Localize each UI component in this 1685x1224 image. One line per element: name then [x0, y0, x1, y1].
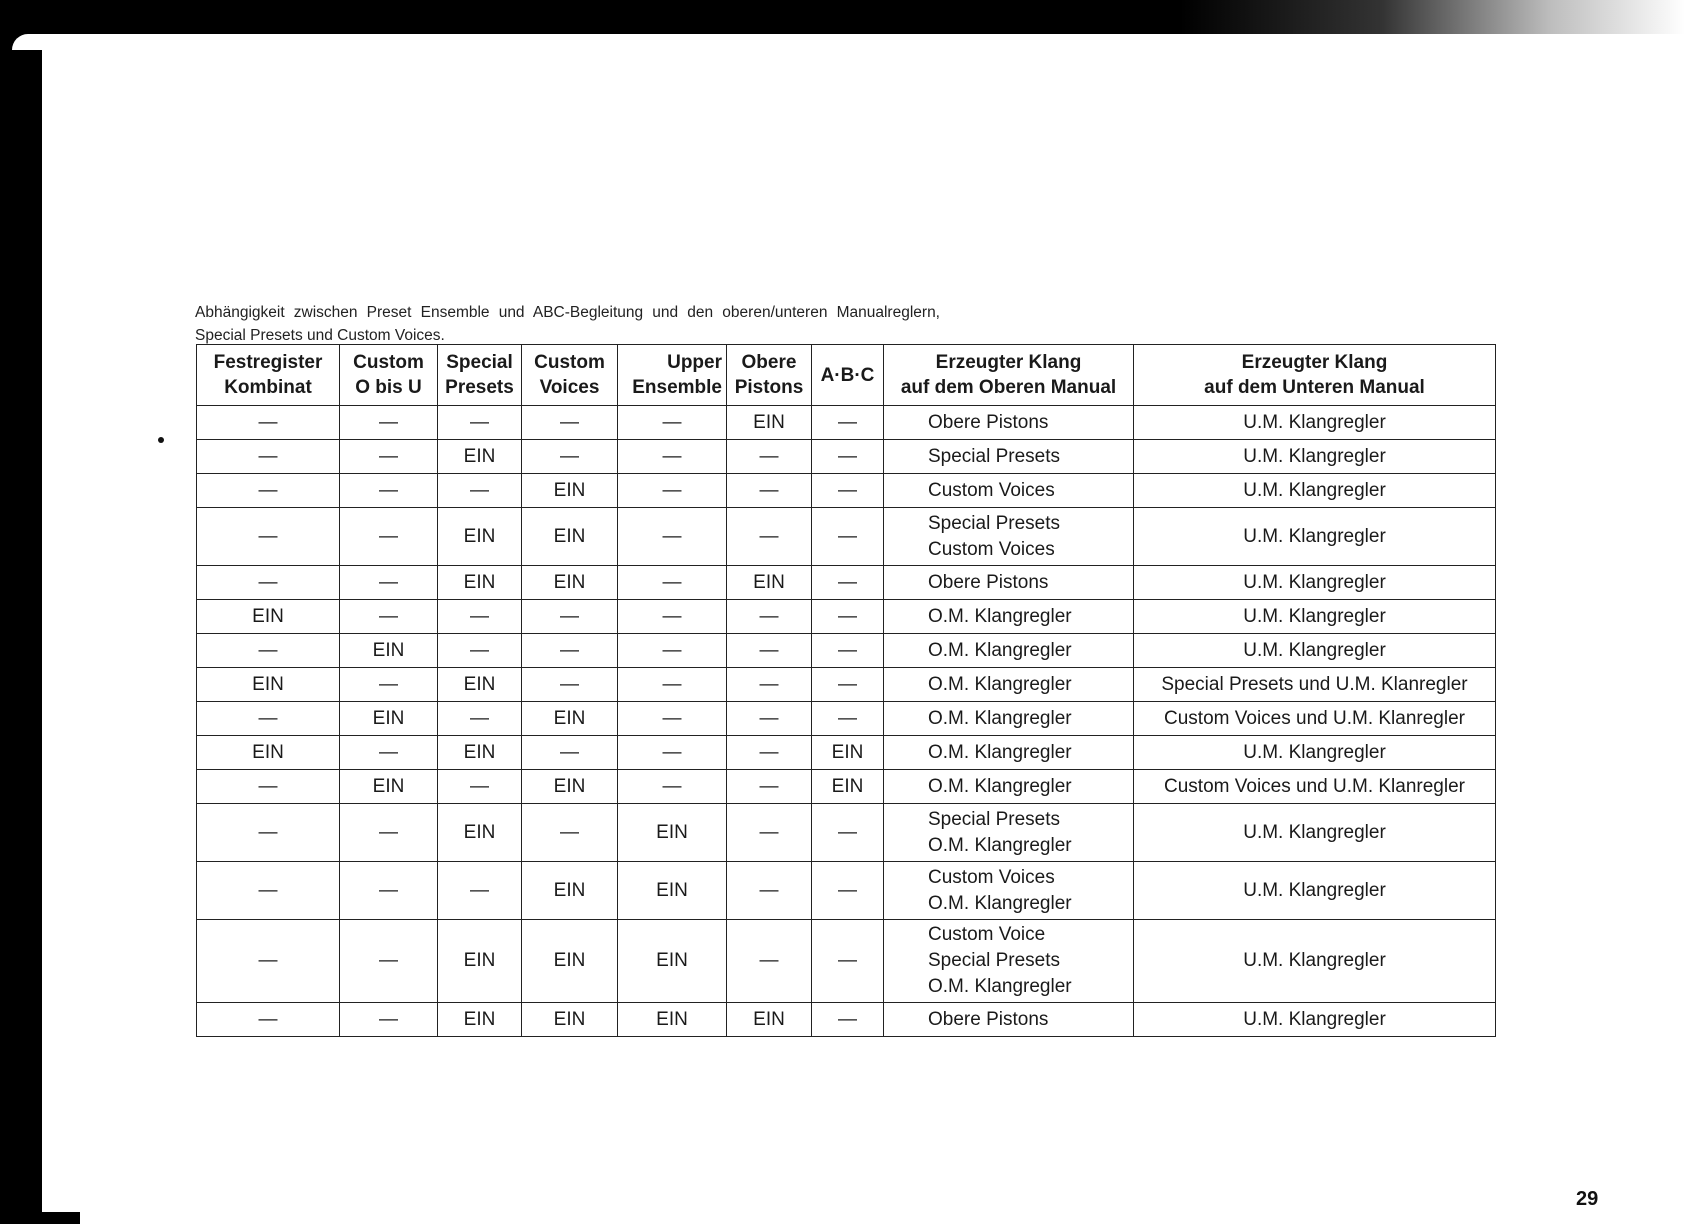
cell-upper-ensemble: —: [618, 702, 727, 736]
cell-special-presets: —: [438, 474, 522, 508]
cell-custom-o-bis-u: —: [340, 600, 438, 634]
cell-custom-voices: EIN: [522, 566, 618, 600]
sound-upper-line: O.M. Klangregler: [928, 673, 1072, 695]
cell-festregister: —: [197, 770, 340, 804]
cell-special-presets: EIN: [438, 668, 522, 702]
header-custom-voices: Custom Voices: [522, 345, 618, 406]
cell-custom-o-bis-u: EIN: [340, 634, 438, 668]
cell-upper-ensemble: —: [618, 474, 727, 508]
table-row: [197, 440, 1496, 474]
cell-sound-upper-manual: [884, 508, 1134, 566]
cell-custom-o-bis-u: —: [340, 736, 438, 770]
cell-custom-o-bis-u: —: [340, 566, 438, 600]
cell-abc: —: [812, 440, 884, 474]
cell-obere-pistons: —: [727, 862, 812, 920]
cell-custom-voices: EIN: [522, 1003, 618, 1037]
cell-abc: —: [812, 508, 884, 566]
cell-obere-pistons: —: [727, 440, 812, 474]
table-row: [197, 600, 1496, 634]
cell-special-presets: —: [438, 770, 522, 804]
cell-special-presets: —: [438, 600, 522, 634]
cell-abc: —: [812, 600, 884, 634]
table-row: [197, 862, 1496, 920]
table-row: [197, 634, 1496, 668]
table-row: [197, 736, 1496, 770]
cell-upper-ensemble: EIN: [618, 862, 727, 920]
cell-sound-upper-manual: [884, 600, 1134, 634]
cell-sound-lower-manual: U.M. Klangregler: [1134, 804, 1496, 862]
header-sound-upper-manual: Erzeugter Klang auf dem Oberen Manual: [884, 345, 1134, 406]
cell-custom-voices: —: [522, 736, 618, 770]
cell-sound-upper-manual: [884, 770, 1134, 804]
cell-sound-lower-manual: U.M. Klangregler: [1134, 920, 1496, 1003]
cell-special-presets: EIN: [438, 508, 522, 566]
cell-upper-ensemble: —: [618, 508, 727, 566]
header-obere-pistons: Obere Pistons: [727, 345, 812, 406]
cell-sound-lower-manual: U.M. Klangregler: [1134, 862, 1496, 920]
cell-sound-lower-manual: U.M. Klangregler: [1134, 600, 1496, 634]
cell-abc: —: [812, 920, 884, 1003]
table-row: [197, 406, 1496, 440]
cell-sound-lower-manual: Custom Voices und U.M. Klanregler: [1134, 702, 1496, 736]
cell-sound-lower-manual: U.M. Klangregler: [1134, 634, 1496, 668]
cell-custom-voices: —: [522, 600, 618, 634]
cell-festregister: EIN: [197, 668, 340, 702]
cell-abc: —: [812, 406, 884, 440]
cell-sound-upper-manual: [884, 406, 1134, 440]
cell-upper-ensemble: —: [618, 770, 727, 804]
cell-custom-o-bis-u: —: [340, 1003, 438, 1037]
cell-sound-upper-manual: [884, 566, 1134, 600]
cell-festregister: —: [197, 406, 340, 440]
sound-upper-line: O.M. Klangregler: [928, 775, 1072, 797]
cell-obere-pistons: —: [727, 668, 812, 702]
table-row: [197, 770, 1496, 804]
cell-custom-voices: EIN: [522, 920, 618, 1003]
table-body: [197, 406, 1496, 1037]
cell-custom-voices: EIN: [522, 770, 618, 804]
cell-sound-upper-manual: [884, 474, 1134, 508]
cell-special-presets: EIN: [438, 920, 522, 1003]
cell-custom-voices: —: [522, 440, 618, 474]
sound-upper-line: O.M. Klangregler: [928, 605, 1072, 627]
cell-special-presets: EIN: [438, 566, 522, 600]
cell-special-presets: EIN: [438, 804, 522, 862]
cell-abc: EIN: [812, 736, 884, 770]
cell-sound-lower-manual: Custom Voices und U.M. Klanregler: [1134, 770, 1496, 804]
cell-sound-lower-manual: U.M. Klangregler: [1134, 406, 1496, 440]
cell-special-presets: —: [438, 862, 522, 920]
cell-abc: —: [812, 702, 884, 736]
cell-obere-pistons: —: [727, 634, 812, 668]
sound-upper-line: Custom Voices: [928, 479, 1055, 501]
table-row: [197, 474, 1496, 508]
cell-custom-voices: —: [522, 804, 618, 862]
cell-festregister: —: [197, 920, 340, 1003]
cell-custom-o-bis-u: —: [340, 406, 438, 440]
cell-custom-o-bis-u: —: [340, 804, 438, 862]
cell-custom-o-bis-u: EIN: [340, 770, 438, 804]
cell-custom-voices: EIN: [522, 508, 618, 566]
cell-upper-ensemble: EIN: [618, 1003, 727, 1037]
cell-festregister: —: [197, 634, 340, 668]
cell-obere-pistons: —: [727, 920, 812, 1003]
cell-sound-upper-manual: [884, 920, 1134, 1003]
sound-upper-line: O.M. Klangregler: [928, 834, 1072, 856]
cell-sound-upper-manual: [884, 736, 1134, 770]
cell-festregister: —: [197, 804, 340, 862]
table-row: [197, 920, 1496, 1003]
cell-sound-lower-manual: Special Presets und U.M. Klanregler: [1134, 668, 1496, 702]
table-header-row: [197, 345, 1496, 406]
cell-custom-o-bis-u: —: [340, 474, 438, 508]
cell-upper-ensemble: —: [618, 736, 727, 770]
cell-sound-upper-manual: [884, 634, 1134, 668]
sound-upper-line: Obere Pistons: [928, 571, 1049, 593]
cell-festregister: —: [197, 566, 340, 600]
cell-festregister: —: [197, 508, 340, 566]
cell-custom-o-bis-u: —: [340, 440, 438, 474]
page-number: 29: [1576, 1188, 1599, 1210]
table-row: [197, 702, 1496, 736]
header-custom-o-bis-u: Custom O bis U: [340, 345, 438, 406]
cell-upper-ensemble: —: [618, 634, 727, 668]
cell-abc: —: [812, 566, 884, 600]
cell-special-presets: —: [438, 634, 522, 668]
dependency-table: [196, 344, 1496, 1037]
cell-custom-o-bis-u: —: [340, 508, 438, 566]
cell-special-presets: —: [438, 702, 522, 736]
table-caption: Abhängigkeit zwischen Preset Ensemble und ABC-Begleitung und den oberen/unteren Manualreglern, Special Presets und Custom Voices.: [195, 303, 940, 344]
cell-festregister: —: [197, 440, 340, 474]
cell-special-presets: —: [438, 406, 522, 440]
cell-upper-ensemble: —: [618, 406, 727, 440]
cell-sound-upper-manual: [884, 1003, 1134, 1037]
cell-sound-upper-manual: [884, 702, 1134, 736]
cell-festregister: —: [197, 862, 340, 920]
cell-upper-ensemble: —: [618, 566, 727, 600]
cell-obere-pistons: —: [727, 508, 812, 566]
cell-sound-lower-manual: U.M. Klangregler: [1134, 474, 1496, 508]
sound-upper-line: O.M. Klangregler: [928, 892, 1072, 914]
cell-obere-pistons: EIN: [727, 566, 812, 600]
cell-abc: —: [812, 474, 884, 508]
header-upper-ensemble: Upper Ensemble: [618, 345, 727, 406]
sound-upper-line: O.M. Klangregler: [928, 741, 1072, 763]
cell-custom-voices: EIN: [522, 862, 618, 920]
cell-special-presets: EIN: [438, 440, 522, 474]
cell-sound-upper-manual: [884, 440, 1134, 474]
cell-custom-o-bis-u: —: [340, 920, 438, 1003]
scan-border-bottom: [0, 1212, 80, 1224]
cell-abc: —: [812, 668, 884, 702]
cell-special-presets: EIN: [438, 736, 522, 770]
cell-custom-o-bis-u: —: [340, 668, 438, 702]
header-special-presets: Special Presets: [438, 345, 522, 406]
sound-upper-line: Special Presets: [928, 445, 1061, 467]
table-row: [197, 1003, 1496, 1037]
table-row: [197, 668, 1496, 702]
cell-abc: —: [812, 862, 884, 920]
cell-custom-voices: EIN: [522, 474, 618, 508]
cell-obere-pistons: —: [727, 474, 812, 508]
sound-upper-line: Custom Voices: [928, 538, 1055, 560]
cell-obere-pistons: —: [727, 736, 812, 770]
cell-sound-lower-manual: U.M. Klangregler: [1134, 440, 1496, 474]
cell-abc: —: [812, 634, 884, 668]
cell-sound-lower-manual: U.M. Klangregler: [1134, 736, 1496, 770]
scan-border-top: [0, 0, 1685, 34]
scan-border-left: [0, 34, 42, 1224]
cell-special-presets: EIN: [438, 1003, 522, 1037]
cell-abc: —: [812, 1003, 884, 1037]
cell-custom-voices: EIN: [522, 702, 618, 736]
sound-upper-line: O.M. Klangregler: [928, 639, 1072, 661]
cell-upper-ensemble: EIN: [618, 920, 727, 1003]
header-abc: A·B·C: [812, 345, 884, 406]
cell-obere-pistons: EIN: [727, 406, 812, 440]
sound-upper-line: Custom Voice: [928, 924, 1046, 945]
cell-sound-lower-manual: U.M. Klangregler: [1134, 508, 1496, 566]
sound-upper-line: O.M. Klangregler: [928, 976, 1072, 997]
sound-upper-line: Obere Pistons: [928, 411, 1049, 433]
cell-custom-voices: —: [522, 406, 618, 440]
cell-festregister: EIN: [197, 600, 340, 634]
cell-abc: —: [812, 804, 884, 862]
cell-obere-pistons: EIN: [727, 1003, 812, 1037]
cell-upper-ensemble: —: [618, 668, 727, 702]
cell-custom-voices: —: [522, 668, 618, 702]
sound-upper-line: Special Presets: [928, 950, 1061, 971]
cell-sound-lower-manual: U.M. Klangregler: [1134, 566, 1496, 600]
cell-obere-pistons: —: [727, 770, 812, 804]
sound-upper-line: Obere Pistons: [928, 1008, 1049, 1030]
header-festregister: Festregister Kombinat: [197, 345, 340, 406]
cell-custom-o-bis-u: EIN: [340, 702, 438, 736]
cell-sound-lower-manual: U.M. Klangregler: [1134, 1003, 1496, 1037]
cell-custom-o-bis-u: —: [340, 862, 438, 920]
cell-sound-upper-manual: [884, 804, 1134, 862]
table-row: [197, 804, 1496, 862]
sound-upper-line: O.M. Klangregler: [928, 707, 1072, 729]
table-row: [197, 566, 1496, 600]
cell-obere-pistons: —: [727, 702, 812, 736]
cell-obere-pistons: —: [727, 600, 812, 634]
cell-sound-upper-manual: [884, 862, 1134, 920]
cell-custom-voices: —: [522, 634, 618, 668]
scan-speck: [158, 437, 164, 443]
cell-festregister: EIN: [197, 736, 340, 770]
sound-upper-line: Custom Voices: [928, 866, 1055, 888]
sound-upper-line: Special Presets: [928, 512, 1061, 534]
cell-festregister: —: [197, 1003, 340, 1037]
cell-upper-ensemble: EIN: [618, 804, 727, 862]
cell-abc: EIN: [812, 770, 884, 804]
cell-upper-ensemble: —: [618, 600, 727, 634]
cell-obere-pistons: —: [727, 804, 812, 862]
table-row: [197, 508, 1496, 566]
cell-festregister: —: [197, 474, 340, 508]
header-sound-lower-manual: Erzeugter Klang auf dem Unteren Manual: [1134, 345, 1496, 406]
cell-festregister: —: [197, 702, 340, 736]
sound-upper-line: Special Presets: [928, 808, 1061, 830]
cell-sound-upper-manual: [884, 668, 1134, 702]
cell-upper-ensemble: —: [618, 440, 727, 474]
